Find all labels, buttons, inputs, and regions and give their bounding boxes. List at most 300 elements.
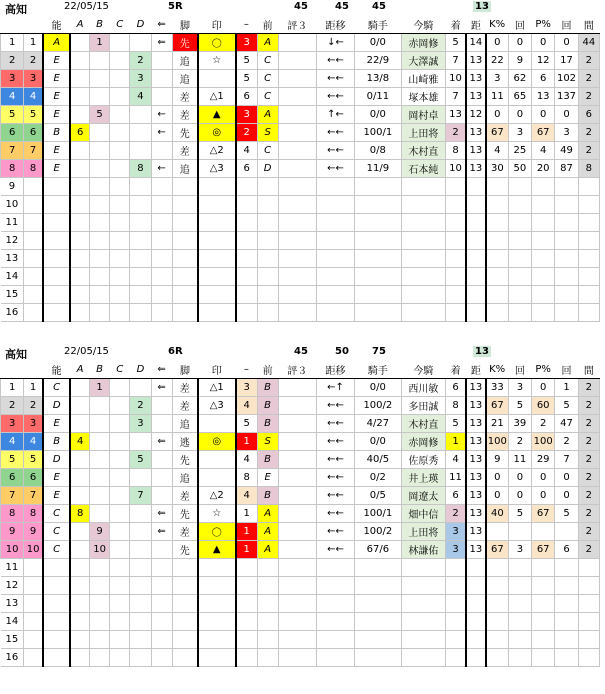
kai-2: 3: [555, 124, 578, 142]
table-row: [1, 613, 600, 631]
col-b: [90, 268, 110, 286]
col-b: 1: [90, 379, 110, 397]
current-jockey: [401, 250, 446, 268]
col-d: 5: [130, 451, 151, 469]
rating-1: 45: [294, 346, 308, 357]
horse-number: [24, 649, 43, 667]
arrow-cell: [151, 487, 172, 505]
interval: 44: [578, 34, 599, 52]
interval: 2: [578, 505, 599, 523]
gate-number: 5: [1, 451, 24, 469]
finish-cell: [446, 559, 466, 577]
horse-number: [24, 613, 43, 631]
running-style: 差: [172, 397, 197, 415]
arrow-cell: [151, 397, 172, 415]
arrow-cell: [151, 178, 172, 196]
finish-cell: [446, 595, 466, 613]
header-blank: [1, 361, 24, 379]
table-row: [1, 106, 600, 124]
ability-grade: [43, 631, 71, 649]
p-percent: 67: [532, 505, 555, 523]
kai-2: 0: [555, 469, 578, 487]
running-style: [172, 250, 197, 268]
col-c: [110, 34, 130, 52]
arrow-cell: [151, 286, 172, 304]
ability-grade: B: [43, 124, 71, 142]
horse-number: [24, 304, 43, 322]
kai-1: 5: [508, 397, 531, 415]
k-percent: [486, 268, 508, 286]
previous-grade: [257, 631, 278, 649]
col-c: [110, 106, 130, 124]
k-percent: 67: [486, 397, 508, 415]
ability-grade: [43, 595, 71, 613]
current-jockey: 林謙佑: [401, 541, 446, 559]
k-percent: 30: [486, 160, 508, 178]
col-c: [110, 304, 130, 322]
p-percent: 67: [532, 541, 555, 559]
p-percent: [532, 232, 555, 250]
kai-2: 137: [555, 88, 578, 106]
finish-cell: 7: [446, 52, 466, 70]
kai-2: 87: [555, 160, 578, 178]
prediction-mark: △1: [198, 88, 236, 106]
column-header: 今騎: [401, 16, 446, 34]
current-jockey: [401, 196, 446, 214]
previous-grade: [257, 214, 278, 232]
col-a: [70, 160, 89, 178]
col-d: [130, 577, 151, 595]
k-percent: 33: [486, 379, 508, 397]
finish-cell: 1: [446, 433, 466, 451]
col-a: [70, 70, 89, 88]
k-percent: [486, 649, 508, 667]
jockey-stat: 0/0: [355, 379, 402, 397]
running-style: [172, 649, 197, 667]
interval: [578, 613, 599, 631]
rank-cell: 1: [236, 433, 257, 451]
arrow-cell: [151, 232, 172, 250]
p-percent: 12: [532, 52, 555, 70]
col-b: [90, 88, 110, 106]
arrow-cell: ⇐: [151, 34, 172, 52]
col-d: 8: [130, 160, 151, 178]
col-d: 3: [130, 415, 151, 433]
interval: 2: [578, 397, 599, 415]
running-style: 差: [172, 106, 197, 124]
k-percent: [486, 250, 508, 268]
col-b: [90, 469, 110, 487]
gate-number: 10: [1, 196, 24, 214]
col-d: 2: [130, 397, 151, 415]
arrow-cell: [151, 88, 172, 106]
finish-cell: 10: [446, 160, 466, 178]
p-percent: 0: [532, 487, 555, 505]
rank-cell: [236, 268, 257, 286]
kai-2: [555, 178, 578, 196]
jockey-stat: 13/8: [355, 70, 402, 88]
previous-grade: C: [257, 142, 278, 160]
previous-grade: B: [257, 379, 278, 397]
horse-number: [24, 178, 43, 196]
table-row: [1, 142, 600, 160]
distance-change: ←←: [316, 52, 354, 70]
kai-2: [555, 250, 578, 268]
interval: 2: [578, 142, 599, 160]
column-header: –: [236, 16, 257, 34]
col-c: [110, 577, 130, 595]
current-jockey: [401, 577, 446, 595]
horse-number: [24, 286, 43, 304]
distance-cell: [466, 304, 486, 322]
running-style: 逃: [172, 433, 197, 451]
col-c: [110, 286, 130, 304]
current-jockey: [401, 286, 446, 304]
col-a: [70, 286, 89, 304]
horse-number: 8: [24, 505, 43, 523]
jockey-stat: [355, 214, 402, 232]
arrow-cell: [151, 70, 172, 88]
jockey-stat: 0/5: [355, 487, 402, 505]
column-header: 距: [466, 16, 486, 34]
finish-cell: 7: [446, 88, 466, 106]
ability-grade: E: [43, 106, 71, 124]
rating-3-cell: [278, 379, 316, 397]
prediction-mark: [198, 250, 236, 268]
k-percent: [486, 595, 508, 613]
col-a: [70, 487, 89, 505]
distance-cell: 13: [466, 88, 486, 106]
col-b: [90, 631, 110, 649]
col-b: 5: [90, 106, 110, 124]
prediction-mark: [198, 595, 236, 613]
p-percent: [532, 268, 555, 286]
col-d: [130, 559, 151, 577]
kai-2: [555, 196, 578, 214]
prediction-mark: △2: [198, 487, 236, 505]
kai-2: 0: [555, 487, 578, 505]
venue-name: 高知: [5, 3, 27, 16]
ability-grade: [43, 196, 71, 214]
col-a: [70, 379, 89, 397]
rank-cell: 3: [236, 34, 257, 52]
jockey-stat: [355, 232, 402, 250]
current-jockey: [401, 559, 446, 577]
horse-number: 5: [24, 451, 43, 469]
kai-2: 102: [555, 70, 578, 88]
kai-2: [555, 649, 578, 667]
header-blank: [24, 361, 43, 379]
arrow-cell: [151, 577, 172, 595]
col-c: [110, 52, 130, 70]
finish-cell: [446, 268, 466, 286]
p-percent: [532, 178, 555, 196]
rating-3-cell: [278, 487, 316, 505]
current-jockey: 上田将: [401, 523, 446, 541]
column-header: 回: [508, 16, 531, 34]
gate-number: 9: [1, 178, 24, 196]
finish-cell: [446, 577, 466, 595]
rank-cell: 1: [236, 541, 257, 559]
running-style: 先: [172, 541, 197, 559]
jockey-stat: [355, 304, 402, 322]
k-percent: [486, 631, 508, 649]
arrow-cell: [151, 52, 172, 70]
prediction-mark: △2: [198, 142, 236, 160]
col-a: [70, 268, 89, 286]
previous-grade: B: [257, 451, 278, 469]
table-row: [1, 232, 600, 250]
rank-cell: 4: [236, 451, 257, 469]
column-header: 回: [508, 361, 531, 379]
col-c: [110, 559, 130, 577]
running-style: 追: [172, 70, 197, 88]
rating-3-cell: [278, 541, 316, 559]
kai-1: 65: [508, 88, 531, 106]
k-percent: 0: [486, 487, 508, 505]
previous-grade: [257, 304, 278, 322]
kai-1: [508, 613, 531, 631]
kai-2: [555, 214, 578, 232]
distance-cell: 13: [466, 433, 486, 451]
finish-cell: 3: [446, 523, 466, 541]
prediction-mark: [198, 196, 236, 214]
gate-number: 5: [1, 106, 24, 124]
distance-change: [316, 304, 354, 322]
horse-number: [24, 268, 43, 286]
finish-cell: 2: [446, 505, 466, 523]
distance-cell: 13: [466, 160, 486, 178]
col-b: [90, 142, 110, 160]
horse-number: 1: [24, 34, 43, 52]
jockey-stat: [355, 595, 402, 613]
kai-1: 0: [508, 469, 531, 487]
table-row: [1, 250, 600, 268]
gate-number: 9: [1, 523, 24, 541]
prediction-mark: [198, 451, 236, 469]
kai-2: [555, 631, 578, 649]
col-b: [90, 415, 110, 433]
gate-number: 7: [1, 487, 24, 505]
current-jockey: 石本純: [401, 160, 446, 178]
col-c: [110, 487, 130, 505]
interval: 2: [578, 52, 599, 70]
prediction-mark: [198, 469, 236, 487]
finish-cell: 8: [446, 142, 466, 160]
interval: 2: [578, 124, 599, 142]
ability-grade: C: [43, 505, 71, 523]
col-a: [70, 631, 89, 649]
ability-grade: C: [43, 541, 71, 559]
kai-2: 5: [555, 397, 578, 415]
k-percent: [486, 523, 508, 541]
running-style: 追: [172, 160, 197, 178]
distance-change: [316, 232, 354, 250]
distance-cell: 12: [466, 106, 486, 124]
kai-2: [555, 577, 578, 595]
col-b: [90, 286, 110, 304]
p-percent: 4: [532, 142, 555, 160]
col-a: [70, 523, 89, 541]
table-row: [1, 214, 600, 232]
kai-1: [508, 268, 531, 286]
table-row: [1, 379, 600, 397]
p-percent: [532, 286, 555, 304]
gate-number: 14: [1, 268, 24, 286]
horse-number: [24, 196, 43, 214]
ability-grade: D: [43, 451, 71, 469]
prediction-mark: [198, 214, 236, 232]
rating-3-cell: [278, 559, 316, 577]
jockey-stat: [355, 250, 402, 268]
rank-cell: [236, 595, 257, 613]
prediction-mark: [198, 178, 236, 196]
col-b: [90, 451, 110, 469]
col-b: [90, 304, 110, 322]
finish-cell: [446, 631, 466, 649]
col-c: [110, 214, 130, 232]
horse-number: 1: [24, 379, 43, 397]
rating-3-cell: [278, 577, 316, 595]
current-jockey: 塚本雄: [401, 88, 446, 106]
jockey-stat: 4/27: [355, 415, 402, 433]
col-d: [130, 214, 151, 232]
finish-cell: 13: [446, 106, 466, 124]
rating-3-cell: [278, 268, 316, 286]
k-percent: 0: [486, 469, 508, 487]
arrow-cell: [151, 142, 172, 160]
distance-cell: [466, 250, 486, 268]
k-percent: [486, 178, 508, 196]
col-c: [110, 88, 130, 106]
k-percent: 3: [486, 70, 508, 88]
distance-cell: [466, 595, 486, 613]
rating-3-cell: [278, 124, 316, 142]
table-row: [1, 433, 600, 451]
distance-cell: [466, 286, 486, 304]
ability-grade: [43, 214, 71, 232]
previous-grade: S: [257, 433, 278, 451]
rank-cell: 4: [236, 142, 257, 160]
arrow-cell: [151, 196, 172, 214]
kai-1: 39: [508, 415, 531, 433]
table-row: [1, 196, 600, 214]
column-header-row: [1, 361, 600, 379]
current-jockey: [401, 595, 446, 613]
col-c: [110, 250, 130, 268]
k-percent: 21: [486, 415, 508, 433]
interval: [578, 631, 599, 649]
interval: 2: [578, 88, 599, 106]
kai-1: 2: [508, 433, 531, 451]
column-header: 前: [257, 361, 278, 379]
table-row: [1, 595, 600, 613]
col-a: [70, 577, 89, 595]
interval: 2: [578, 487, 599, 505]
table-row: [1, 124, 600, 142]
jockey-stat: 0/0: [355, 433, 402, 451]
gate-number: 3: [1, 70, 24, 88]
k-percent: [486, 304, 508, 322]
running-style: [172, 304, 197, 322]
p-percent: [532, 523, 555, 541]
column-header: 騎手: [355, 16, 402, 34]
column-header: 回: [555, 361, 578, 379]
gate-number: 11: [1, 559, 24, 577]
col-d: 7: [130, 487, 151, 505]
rating-3-cell: [278, 397, 316, 415]
rank-cell: [236, 250, 257, 268]
kai-2: [555, 268, 578, 286]
distance-cell: 13: [466, 541, 486, 559]
col-b: [90, 196, 110, 214]
previous-grade: A: [257, 106, 278, 124]
col-b: [90, 160, 110, 178]
running-style: [172, 613, 197, 631]
interval: [578, 577, 599, 595]
running-style: 差: [172, 487, 197, 505]
interval: 2: [578, 451, 599, 469]
col-a: [70, 214, 89, 232]
p-percent: [532, 595, 555, 613]
horse-number: [24, 631, 43, 649]
prediction-mark: [198, 286, 236, 304]
distance-cell: 13: [466, 487, 486, 505]
ability-grade: E: [43, 142, 71, 160]
rating-3-cell: [278, 631, 316, 649]
p-percent: 67: [532, 124, 555, 142]
table-row: [1, 451, 600, 469]
column-header: P%: [532, 361, 555, 379]
col-c: [110, 541, 130, 559]
col-b: [90, 505, 110, 523]
header-blank: [1, 16, 24, 34]
table-row: [1, 577, 600, 595]
current-jockey: 佐原秀: [401, 451, 446, 469]
column-header: 印: [198, 361, 236, 379]
distance-change: [316, 631, 354, 649]
rating-3-cell: [278, 523, 316, 541]
col-a: [70, 613, 89, 631]
table-row: [1, 268, 600, 286]
column-header: –: [236, 361, 257, 379]
column-header: 間: [578, 16, 599, 34]
p-percent: 100: [532, 433, 555, 451]
distance-change: ←←: [316, 451, 354, 469]
finish-cell: 4: [446, 451, 466, 469]
race-section-5r: [0, 0, 605, 322]
col-b: [90, 52, 110, 70]
ability-grade: E: [43, 487, 71, 505]
distance-change: [316, 613, 354, 631]
gate-number: 4: [1, 433, 24, 451]
k-percent: 11: [486, 88, 508, 106]
distance-change: [316, 286, 354, 304]
jockey-stat: 0/0: [355, 106, 402, 124]
rating-3-cell: [278, 304, 316, 322]
rating-3-cell: [278, 52, 316, 70]
gate-number: 1: [1, 34, 24, 52]
previous-grade: [257, 232, 278, 250]
horse-number: 2: [24, 397, 43, 415]
horse-number: [24, 214, 43, 232]
col-c: [110, 178, 130, 196]
prediction-mark: [198, 649, 236, 667]
rating-3-cell: [278, 160, 316, 178]
distance-cell: 14: [466, 34, 486, 52]
jockey-stat: 100/1: [355, 124, 402, 142]
arrow-cell: ⇐: [151, 379, 172, 397]
